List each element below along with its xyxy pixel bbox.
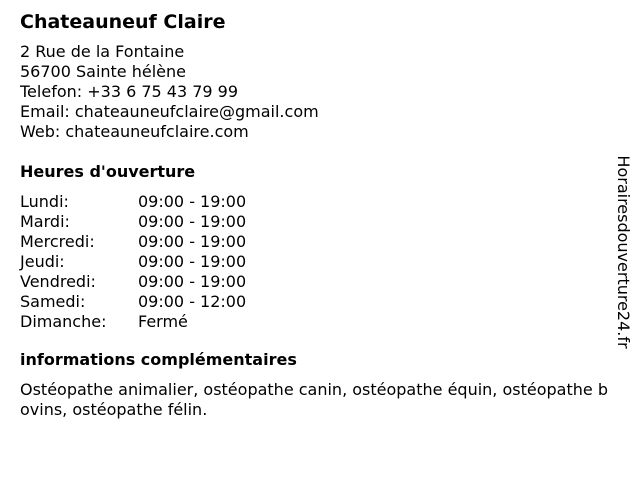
- site-watermark: Horairesdouverture24.fr: [614, 155, 633, 349]
- hours-day: Vendredi:: [20, 272, 96, 291]
- website-line: Web: chateauneufclaire.com: [20, 122, 249, 141]
- hours-day: Samedi:: [20, 292, 86, 311]
- opening-hours-heading: Heures d'ouverture: [20, 162, 196, 181]
- hours-time: 09:00 - 19:00: [138, 212, 247, 231]
- additional-info-heading: informations complémentaires: [20, 350, 297, 369]
- hours-row-wednesday: [20, 232, 616, 252]
- hours-row-friday: [20, 272, 616, 292]
- business-card: [20, 10, 616, 420]
- address-line-1: 2 Rue de la Fontaine: [20, 42, 185, 61]
- hours-time: Fermé: [138, 312, 188, 331]
- business-name: Chateauneuf Claire: [20, 11, 226, 33]
- hours-time: 09:00 - 19:00: [138, 252, 247, 271]
- hours-time: 09:00 - 12:00: [138, 292, 247, 311]
- hours-day: Mardi:: [20, 212, 70, 231]
- hours-day: Mercredi:: [20, 232, 95, 251]
- hours-row-thursday: [20, 252, 616, 272]
- hours-day: Jeudi:: [20, 252, 65, 271]
- hours-row-tuesday: [20, 212, 616, 232]
- hours-time: 09:00 - 19:00: [138, 232, 247, 251]
- hours-row-monday: [20, 192, 616, 212]
- hours-day: Dimanche:: [20, 312, 107, 331]
- hours-row-sunday: [20, 312, 616, 332]
- opening-hours-table: [20, 192, 616, 332]
- phone-line: Telefon: +33 6 75 43 79 99: [20, 82, 239, 101]
- hours-day: Lundi:: [20, 192, 69, 211]
- email-line: Email: chateauneufclaire@gmail.com: [20, 102, 319, 121]
- hours-row-saturday: [20, 292, 616, 312]
- hours-time: 09:00 - 19:00: [138, 272, 247, 291]
- additional-info-text: Ostéopathe animalier, ostéopathe canin, ostéopathe équin, ostéopathe bovins, ostéopathe félin.: [20, 380, 608, 419]
- hours-time: 09:00 - 19:00: [138, 192, 247, 211]
- address-line-2: 56700 Sainte hélène: [20, 62, 186, 81]
